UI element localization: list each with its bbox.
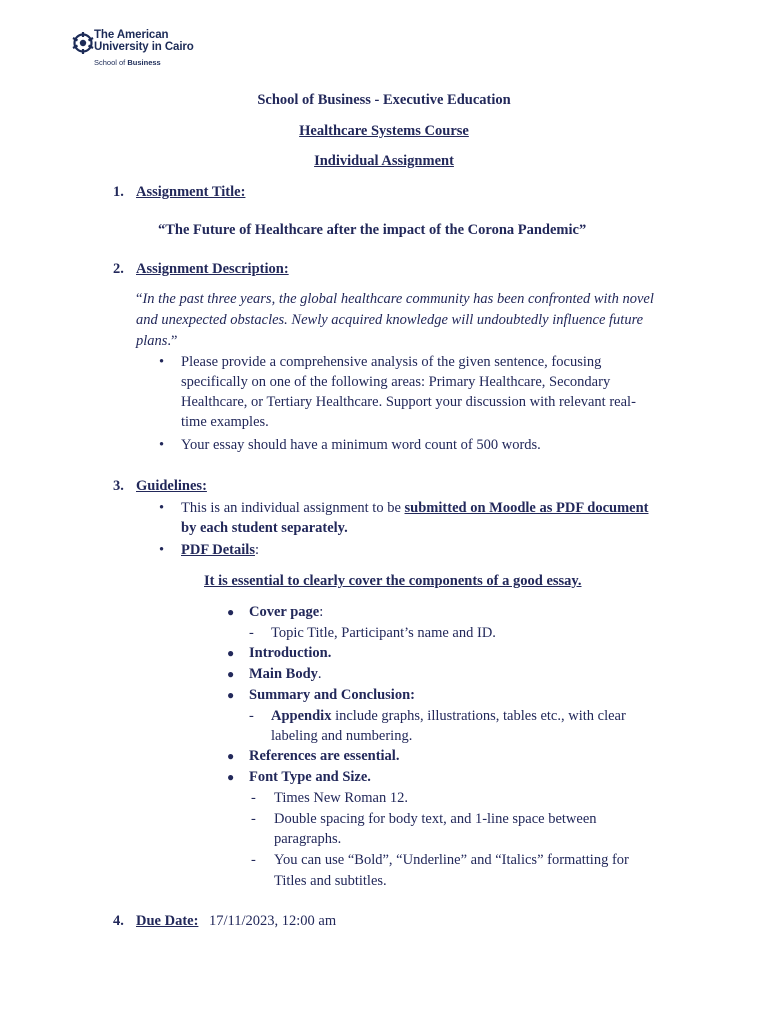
guideline-2: PDF Details: <box>181 542 259 558</box>
cover-page-detail: Topic Title, Participant’s name and ID. <box>271 625 496 641</box>
section-4-heading: Due Date: <box>136 913 199 929</box>
essential-note: It is essential to clearly cover the components of a good essay. <box>204 573 582 589</box>
course-title: Healthcare Systems Course <box>299 123 469 139</box>
quote-line-2: and unexpected obstacles. Newly acquired knowledge will undoubtedly influence future <box>136 312 644 328</box>
component-cover-page: Cover page: <box>249 604 324 620</box>
guideline-1-line-2: by each student separately. <box>181 520 348 536</box>
font-detail-2-line-1: Double spacing for body text, and 1-line space between <box>274 811 597 827</box>
font-detail-1: Times New Roman 12. <box>274 790 408 806</box>
section-1-heading: Assignment Title: <box>136 184 246 200</box>
font-detail-3-line-1: You can use “Bold”, “Underline” and “Italics” formatting for <box>274 852 629 868</box>
component-references: References are essential. <box>249 748 400 764</box>
dash-icon: - <box>251 852 256 868</box>
logo-subtitle: School of Business <box>94 58 161 67</box>
desc-bullet-1-line-4: time examples. <box>181 414 269 430</box>
dot-icon: ● <box>227 605 235 619</box>
appendix-line-2: labeling and numbering. <box>271 728 413 744</box>
dot-icon: ● <box>227 770 235 784</box>
section-3-heading: Guidelines: <box>136 478 207 494</box>
font-detail-3-line-2: Titles and subtitles. <box>274 873 387 889</box>
dot-icon: ● <box>227 667 235 681</box>
assignment-title: “The Future of Healthcare after the impact of the Corona Pandemic” <box>158 222 587 238</box>
bullet-icon: • <box>159 437 165 453</box>
desc-bullet-2: Your essay should have a minimum word count of 500 words. <box>181 437 541 453</box>
section-2-heading: Assignment Description: <box>136 261 289 277</box>
component-font: Font Type and Size. <box>249 769 371 785</box>
logo-text <box>94 29 194 67</box>
logo-line-2: University in Cairo <box>94 41 194 53</box>
appendix-line-1: Appendix include graphs, illustrations, tables etc., with clear <box>271 708 626 724</box>
due-date-value: 17/11/2023, 12:00 am <box>209 913 337 929</box>
bullet-icon: • <box>159 500 165 516</box>
dot-icon: ● <box>227 749 235 763</box>
component-introduction: Introduction. <box>249 645 332 661</box>
logo-line-1: The American <box>94 29 169 41</box>
section-2-number: 2. <box>113 261 124 277</box>
quote-line-1: “In the past three years, the global healthcare community has been confronted with novel <box>136 291 654 307</box>
font-detail-2-line-2: paragraphs. <box>274 831 342 847</box>
section-1-number: 1. <box>113 184 124 200</box>
bullet-icon: • <box>159 354 165 370</box>
section-4-number: 4. <box>113 913 124 929</box>
assignment-type: Individual Assignment <box>314 153 454 169</box>
dash-icon: - <box>249 708 254 724</box>
dash-icon: - <box>249 625 254 641</box>
guideline-1-line-1: This is an individual assignment to be submitted on Moodle as PDF document <box>181 500 649 516</box>
component-main-body: Main Body. <box>249 666 322 682</box>
desc-bullet-1-line-3: Healthcare, or Tertiary Healthcare. Support your discussion with relevant real- <box>181 394 636 410</box>
auc-logo-icon <box>70 28 96 58</box>
dash-icon: - <box>251 811 256 827</box>
dot-icon: ● <box>227 646 235 660</box>
desc-bullet-1-line-1: Please provide a comprehensive analysis of the given sentence, focusing <box>181 354 602 370</box>
dash-icon: - <box>251 790 256 806</box>
document-title: School of Business - Executive Education <box>257 92 511 108</box>
desc-bullet-1-line-2: specifically on one of the following areas: Primary Healthcare, Secondary <box>181 374 611 390</box>
section-3-number: 3. <box>113 478 124 494</box>
dot-icon: ● <box>227 688 235 702</box>
bullet-icon: • <box>159 542 165 558</box>
quote-line-3: plans.” <box>136 333 178 349</box>
component-summary: Summary and Conclusion: <box>249 687 415 703</box>
